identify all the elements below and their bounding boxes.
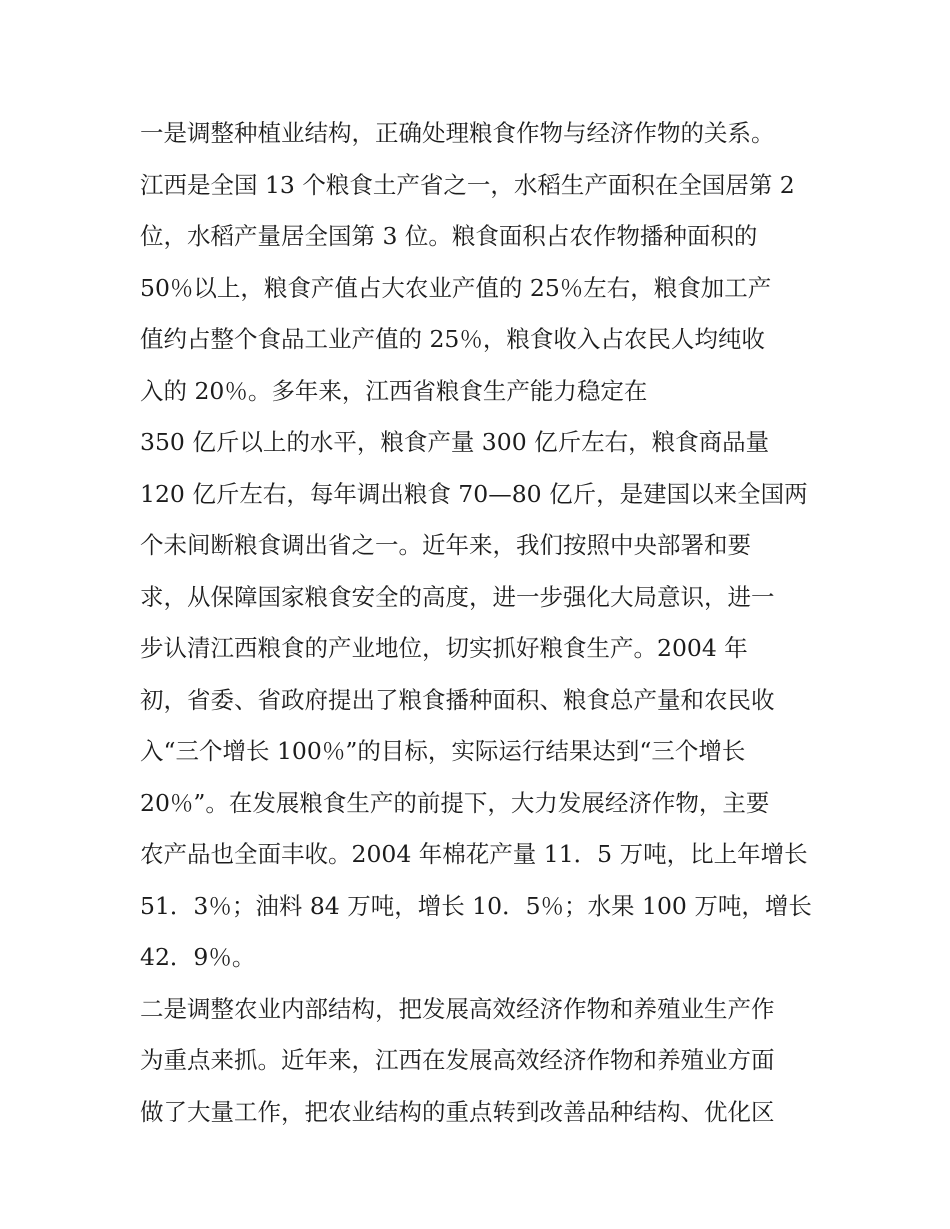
text-line: 20％”。在发展粮食生产的前提下，大力发展经济作物，主要 <box>140 788 770 817</box>
text-line: 值约占整个食品工业产值的 25％，粮食收入占农民人均纯收 <box>140 325 765 353</box>
text-line: 求，从保障国家粮食安全的高度，进一步强化大局意识，进一 <box>140 582 775 611</box>
text-line: 位，水稻产量居全国第 3 位。粮食面积占农作物播种面积的 <box>140 222 758 250</box>
text-line: 一是调整种植业结构，正确处理粮食作物与经济作物的关系。 <box>140 119 775 147</box>
text-line: 51．3％；油料 84 万吨，增长 10．5％；水果 100 万吨，增长 <box>140 891 812 920</box>
text-line: 42．9％。 <box>140 943 256 971</box>
text-line: 为重点来抓。近年来，江西在发展高效经济作物和养殖业方面 <box>140 1046 775 1074</box>
text-line: 个未间断粮食调出省之一。近年来，我们按照中央部署和要 <box>140 531 751 559</box>
text-line: 入的 20％。多年来，江西省粮食生产能力稳定在 <box>140 376 648 405</box>
text-line: 50％以上，粮食产值占大农业产值的 25％左右，粮食加工产 <box>140 273 772 302</box>
body-text <box>140 108 830 1138</box>
text-line: 步认清江西粮食的产业地位，切实抓好粮食生产。2004 年 <box>140 634 748 662</box>
text-line: 做了大量工作，把农业结构的重点转到改善品种结构、优化区 <box>140 1097 775 1126</box>
text-line: 入“三个增长 100％”的目标，实际运行结果达到“三个增长 <box>140 737 746 765</box>
text-line: 120 亿斤左右，每年调出粮食 70—80 亿斤，是建国以来全国两 <box>140 479 808 508</box>
text-line: 江西是全国 13 个粮食土产省之一，水稻生产面积在全国居第 2 <box>140 170 795 199</box>
text-line: 350 亿斤以上的水平，粮食产量 300 亿斤左右，粮食商品量 <box>140 428 770 456</box>
text-line: 农产品也全面丰收。2004 年棉花产量 11．5 万吨，比上年增长 <box>140 840 808 868</box>
text-line: 初，省委、省政府提出了粮食播种面积、粮食总产量和农民收 <box>140 685 775 714</box>
text-line: 二是调整农业内部结构，把发展高效经济作物和养殖业生产作 <box>140 994 775 1023</box>
